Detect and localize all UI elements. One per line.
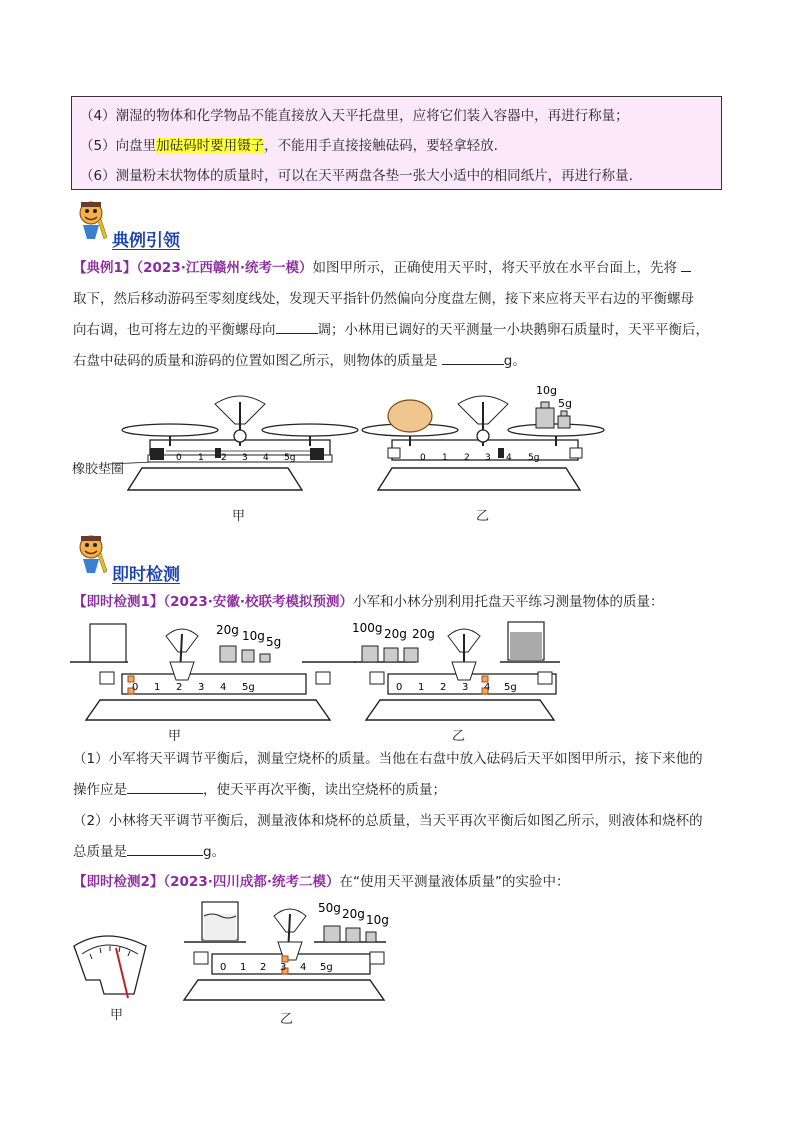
weight-10g-icon (242, 650, 254, 662)
section-title-examples: 典例引领 (112, 231, 180, 251)
tick-label: 4 (300, 962, 307, 973)
test-1-q2-line1: （2）小林将天平调节平衡后，测量液体和烧杯的总质量，当天平再次平衡后如图乙所示，则液体和烧杯的 (73, 813, 703, 829)
answer-blank-2[interactable] (276, 319, 318, 334)
test-1-q1-line2a: 操作应是 (73, 782, 127, 798)
test-1-text: 小军和小林分别利用托盘天平练习测量物体的质量： (352, 594, 664, 610)
figure-2-balances (70, 618, 570, 730)
test-1-q1-line1: （1）小军将天平调节平衡后，测量空烧杯的质量。当他在右盘中放入砝码后天平如图甲所示，接下来他的 (73, 751, 703, 767)
test-1-q2-line2b: g。 (203, 844, 226, 860)
example-1-line3b: 调；小林用已调好的天平测量一小块鹅卵石质量时，天平平衡后， (317, 322, 709, 338)
weight-label-10g: 10g (242, 629, 265, 643)
tick-label: 1 (240, 962, 247, 973)
example-1-line4b: g。 (503, 353, 526, 369)
tick-label: 1 (418, 682, 425, 693)
weight-label-50g: 50g (318, 901, 341, 915)
tick-label: 3 (280, 962, 287, 973)
tick-label: 3 (462, 682, 469, 693)
weight-label-10g: 10g (536, 384, 557, 397)
tick-label: 2 (440, 682, 447, 693)
tick-label: 4 (220, 682, 227, 693)
empty-beaker-icon (90, 624, 126, 662)
example-1-text (73, 253, 723, 377)
weight-label-20g: 20g (216, 623, 239, 637)
test-1-tag: 【即时检测1】（2023·安徽·校联考模拟预测） (73, 594, 353, 610)
note-item-6: （6）测量粉末状物体的质量时，可以在天平两盘各垫一张大小适中的相同纸片，再进行称量. (80, 168, 633, 184)
figure-1-label-b: 乙 (476, 509, 490, 524)
weight-label-5g: 5g (266, 635, 282, 649)
test-1-questions (73, 744, 723, 868)
answer-blank-3[interactable] (442, 350, 504, 365)
weight-20g-icon (346, 928, 360, 942)
pencil-mascot-icon (73, 199, 109, 243)
balance-b (352, 621, 560, 720)
test-1-intro (73, 587, 723, 618)
balance-b (362, 384, 604, 490)
tick-label: 5g (284, 453, 296, 463)
tick-label: 2 (221, 453, 227, 463)
answer-blank-4[interactable] (127, 779, 203, 794)
tick-label: 5g (528, 453, 540, 463)
tick-label: 1 (442, 453, 448, 463)
note-item-4: （4）潮湿的物体和化学物品不能直接放入天平托盘里，应将它们装入容器中，再进行称量； (80, 108, 629, 124)
figure-3-scale (70, 898, 390, 1010)
example-1-tag: 【典例1】（2023·江西赣州·统考一模） (73, 260, 313, 276)
tick-label: 3 (198, 682, 205, 693)
rubber-pad-label: 橡胶垫圈 (72, 462, 125, 477)
answer-blank-5[interactable] (127, 841, 203, 856)
weight-20g-icon (404, 648, 418, 662)
weight-5g-icon (558, 416, 570, 428)
figure-2-label-b: 乙 (452, 729, 466, 744)
pencil-mascot-icon (73, 533, 109, 577)
figure-3-label-a: 甲 (110, 1008, 124, 1023)
weight-label-100g: 100g (352, 621, 383, 635)
tick-label: 0 (220, 962, 227, 973)
test-2-tag: 【即时检测2】（2023·四川成都·统考二模） (73, 874, 340, 890)
tick-label: 0 (132, 682, 139, 693)
weight-50g-icon (324, 926, 340, 942)
test-1-q1-line2b: ，使天平再次平衡，读出空烧杯的质量； (203, 782, 446, 798)
test-2-text: 在“使用天平测量液体质量”的实验中： (339, 874, 570, 890)
example-1-line3a: 向右调，也可将左边的平衡螺母向 (73, 322, 276, 338)
figure-1-label-a: 甲 (232, 509, 246, 524)
weight-label-10g: 10g (366, 913, 389, 927)
tick-label: 4 (484, 682, 491, 693)
note-item-5 (80, 131, 713, 161)
figure-3-label-b: 乙 (280, 1012, 294, 1027)
tick-label: 5g (320, 962, 333, 973)
tick-label: 5g (504, 682, 517, 693)
weight-20g-icon (384, 648, 398, 662)
test-1-q2-line2a: 总质量是 (73, 844, 127, 860)
answer-blank-1[interactable] (681, 257, 691, 272)
tick-label: 3 (242, 453, 248, 463)
note-item-5-highlight: 加砝码时要用镊子 (156, 138, 265, 154)
balance-a (70, 623, 356, 720)
balance-a (108, 396, 358, 490)
figure-1-balances (70, 380, 610, 520)
weight-label-20g: 20g (342, 907, 365, 921)
example-1-line2: 取下，然后移动游码至零刻度线处，发现天平指针仍然偏向分度盘左侧，接下来应将天平右边的平衡螺母 (73, 291, 694, 307)
section-title-checks: 即时检测 (112, 565, 180, 585)
tick-label: 2 (176, 682, 183, 693)
tick-label: 5g (242, 682, 255, 693)
weight-10g-icon (366, 932, 376, 942)
weight-label-20g-b: 20g (412, 627, 435, 641)
tick-label: 1 (154, 682, 161, 693)
tick-label: 2 (464, 453, 470, 463)
tick-label: 0 (396, 682, 403, 693)
weight-label-5g: 5g (558, 397, 572, 410)
weight-100g-icon (362, 646, 378, 662)
note-item-5-post: ，不能用手直接接触砝码，要轻拿轻放. (264, 138, 498, 154)
example-1-line4a: 右盘中砝码的质量和游码的位置如图乙所示，则物体的质量是 (73, 353, 438, 369)
pointer-dial-icon (74, 936, 146, 998)
weight-10g-icon (536, 408, 554, 428)
test-2-intro (73, 867, 723, 898)
weight-20g-icon (220, 646, 236, 662)
note-item-5-pre: （5）向盘里 (80, 138, 157, 154)
precautions-box (71, 96, 722, 190)
tick-label: 4 (263, 453, 269, 463)
tick-label: 0 (420, 453, 426, 463)
liquid-beaker-icon (510, 632, 542, 660)
tick-label: 3 (485, 453, 491, 463)
tick-label: 1 (198, 453, 204, 463)
weight-5g-icon (260, 654, 270, 662)
tick-label: 0 (176, 453, 182, 463)
example-1-line1: 如图甲所示，正确使用天平时，将天平放在水平台面上，先将 (312, 260, 677, 276)
tick-label: 4 (506, 453, 512, 463)
tick-label: 2 (260, 962, 267, 973)
weight-label-20g-a: 20g (384, 627, 407, 641)
pebble-icon (388, 400, 432, 432)
balance (184, 901, 389, 1000)
figure-2-label-a: 甲 (168, 729, 182, 744)
